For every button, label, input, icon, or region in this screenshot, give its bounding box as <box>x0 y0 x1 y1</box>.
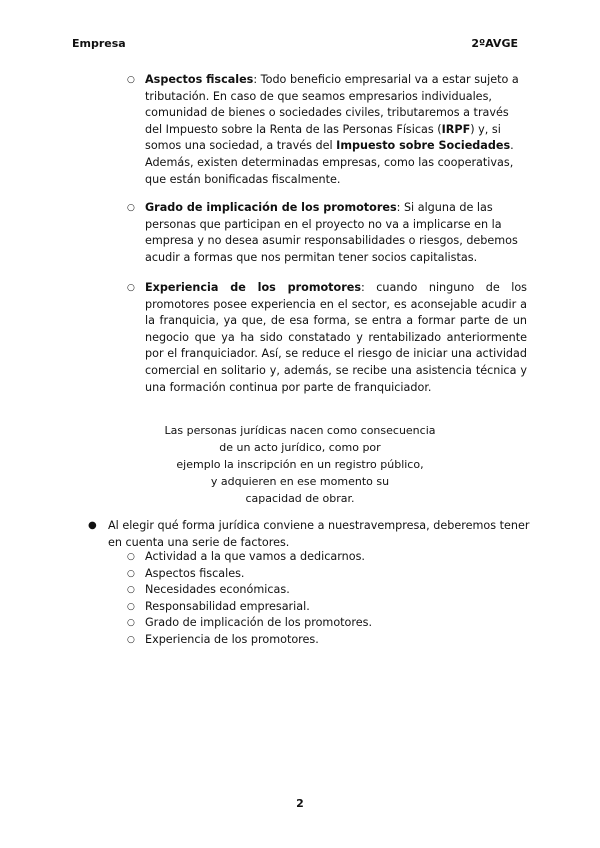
dot-bullet-icon: ● <box>88 520 97 531</box>
circle-bullet-icon: ○ <box>127 585 135 596</box>
list-item: ○ Grado de implicación de los promotores. <box>127 615 507 632</box>
bullet-paragraph <box>88 518 533 551</box>
circle-bullet-icon: ○ <box>127 283 135 293</box>
list-item: ○ Actividad a la que vamos a dedicarnos. <box>127 549 507 566</box>
header-course: 2ºAVGE <box>471 37 518 50</box>
list-item: ○ Experiencia de los promotores. <box>127 632 507 649</box>
circle-bullet-icon: ○ <box>127 601 135 612</box>
list-item: ○ Necesidades económicas. <box>127 582 507 599</box>
list-item: ○ Aspectos fiscales. <box>127 566 507 583</box>
circle-bullet-icon: ○ <box>127 618 135 629</box>
list-item: ○ Responsabilidad empresarial. <box>127 599 507 616</box>
personas-juridicas-note: Las personas jurídicas nacen como consecuencia de un acto jurídico, como por ejemplo la inscripción en un registro público, y adquieren en ese momento su capacidad de obrar. <box>164 424 436 505</box>
circle-bullet-icon: ○ <box>127 552 135 562</box>
list-item-aspectos-fiscales <box>127 72 527 188</box>
item-text: Aspectos fiscales: Todo beneficio empresarial va a estar sujeto a tributación. En caso de que seamos empresarios individuales, comunidad de bienes o sociedades civiles, tributaremos a través del Impuesto sobre la Renta de las Personas Físicas (IRPF) y, si somos una sociedad, a través del Impuesto sobre Sociedades. Además, existen determinadas empresas, como las cooperativas, que están bonificadas fiscalmente. <box>145 73 519 186</box>
circle-bullet-icon: ○ <box>127 75 135 85</box>
circle-bullet-icon: ○ <box>127 203 135 213</box>
list-item-grado-implicacion <box>127 200 527 266</box>
circle-bullet-icon: ○ <box>127 568 135 579</box>
item-heading: Aspectos fiscales <box>145 73 254 86</box>
circle-bullet-icon: ○ <box>127 634 135 645</box>
bullet-text: Al elegir qué forma jurídica conviene a nuestravempresa, deberemos tener en cuenta una serie de factores. <box>108 519 530 549</box>
list-item-experiencia <box>127 280 527 396</box>
item-heading: Experiencia de los promotores <box>145 281 361 294</box>
item-heading: Grado de implicación de los promotores <box>145 201 397 214</box>
page-number: 2 <box>296 797 304 810</box>
header-subject: Empresa <box>72 37 126 50</box>
item-text: Grado de implicación de los promotores: Si alguna de las personas que participan en el proyecto no va a implicarse en la empresa y no desea asumir responsabilidades o riesgos, debemos acudir a formas que nos permitan tener socios capitalistas. <box>145 201 518 264</box>
factors-list <box>127 549 507 649</box>
item-text: Experiencia de los promotores: cuando ninguno de los promotores posee experiencia en el sector, es aconsejable acudir a la franquicia, ya que, de esa forma, se entra a formar parte de un negocio que ya ha sido constatado y rentabilizado anteriormente por el franquiciador. Así, se reduce el riesgo de iniciar una actividad comercial en solitario y, además, se recibe una asistencia técnica y una formación continua por parte de franquiciador. <box>145 281 528 394</box>
